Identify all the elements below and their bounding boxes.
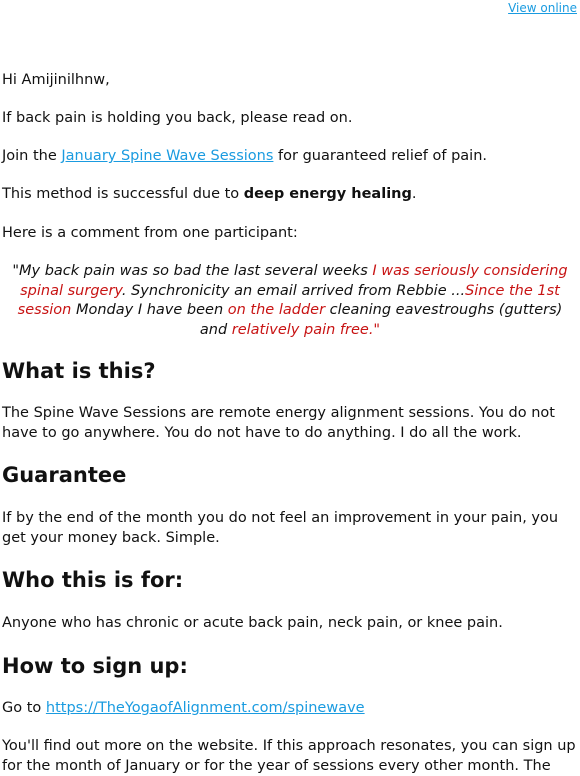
how-more-paragraph: You'll find out more on the website. If this approach resonates, you can sign up for the month of January or for the year of sessions every other month. The — [2, 738, 576, 774]
comment-intro: Here is a comment from one participant: — [2, 225, 298, 241]
guarantee-body: If by the end of the month you do not feel an improvement in your pain, you get your money back. Simple. — [2, 510, 559, 546]
quote-part-4: cleaning eavestroughs (gutters) and — [199, 302, 563, 338]
method-bold: deep energy healing — [243, 186, 412, 202]
method-text-before: This method is successful due to — [2, 186, 244, 202]
who-heading: Who this is for: — [2, 568, 184, 592]
january-sessions-link[interactable]: January Spine Wave Sessions — [61, 148, 274, 164]
how-heading: How to sign up: — [2, 654, 188, 678]
greeting: Hi Amijinilhnw, — [2, 72, 110, 88]
join-text-before: Join the — [2, 148, 62, 164]
method-text-after: . — [411, 186, 417, 202]
method-paragraph — [2, 185, 416, 205]
intro-paragraph: If back pain is holding you back, please read on. — [2, 110, 353, 126]
quote-part-3: Monday I have been — [71, 302, 228, 318]
quote-highlight-1: I was seriously considering spinal surgery — [20, 263, 568, 299]
quote-highlight-2: Since the 1st session — [17, 282, 560, 318]
how-goto-paragraph — [2, 699, 365, 719]
quote-part-1: "My back pain was so bad the last several weeks — [12, 263, 373, 279]
how-goto-text: Go to — [2, 700, 46, 716]
who-body: Anyone who has chronic or acute back pain, neck pain, or knee pain. — [2, 615, 503, 631]
quote-highlight-4: relatively pain free." — [231, 321, 381, 338]
guarantee-heading: Guarantee — [2, 463, 127, 487]
join-text-after: for guaranteed relief of pain. — [273, 148, 487, 164]
quote-highlight-3: on the ladder — [227, 302, 326, 318]
what-heading: What is this? — [2, 359, 156, 383]
spinewave-url-link[interactable]: https://TheYogaofAlignment.com/spinewave — [45, 700, 365, 716]
quote-part-2: . Synchronicity an email arrived from Rebbie ... — [121, 282, 466, 299]
join-paragraph — [2, 147, 487, 167]
view-online-link[interactable]: View online — [508, 1, 577, 15]
what-body: The Spine Wave Sessions are remote energy alignment sessions. You do not have to go anywhere. You do not have to do anything. I do all the work. — [2, 405, 555, 441]
testimonial-quote — [2, 262, 578, 340]
